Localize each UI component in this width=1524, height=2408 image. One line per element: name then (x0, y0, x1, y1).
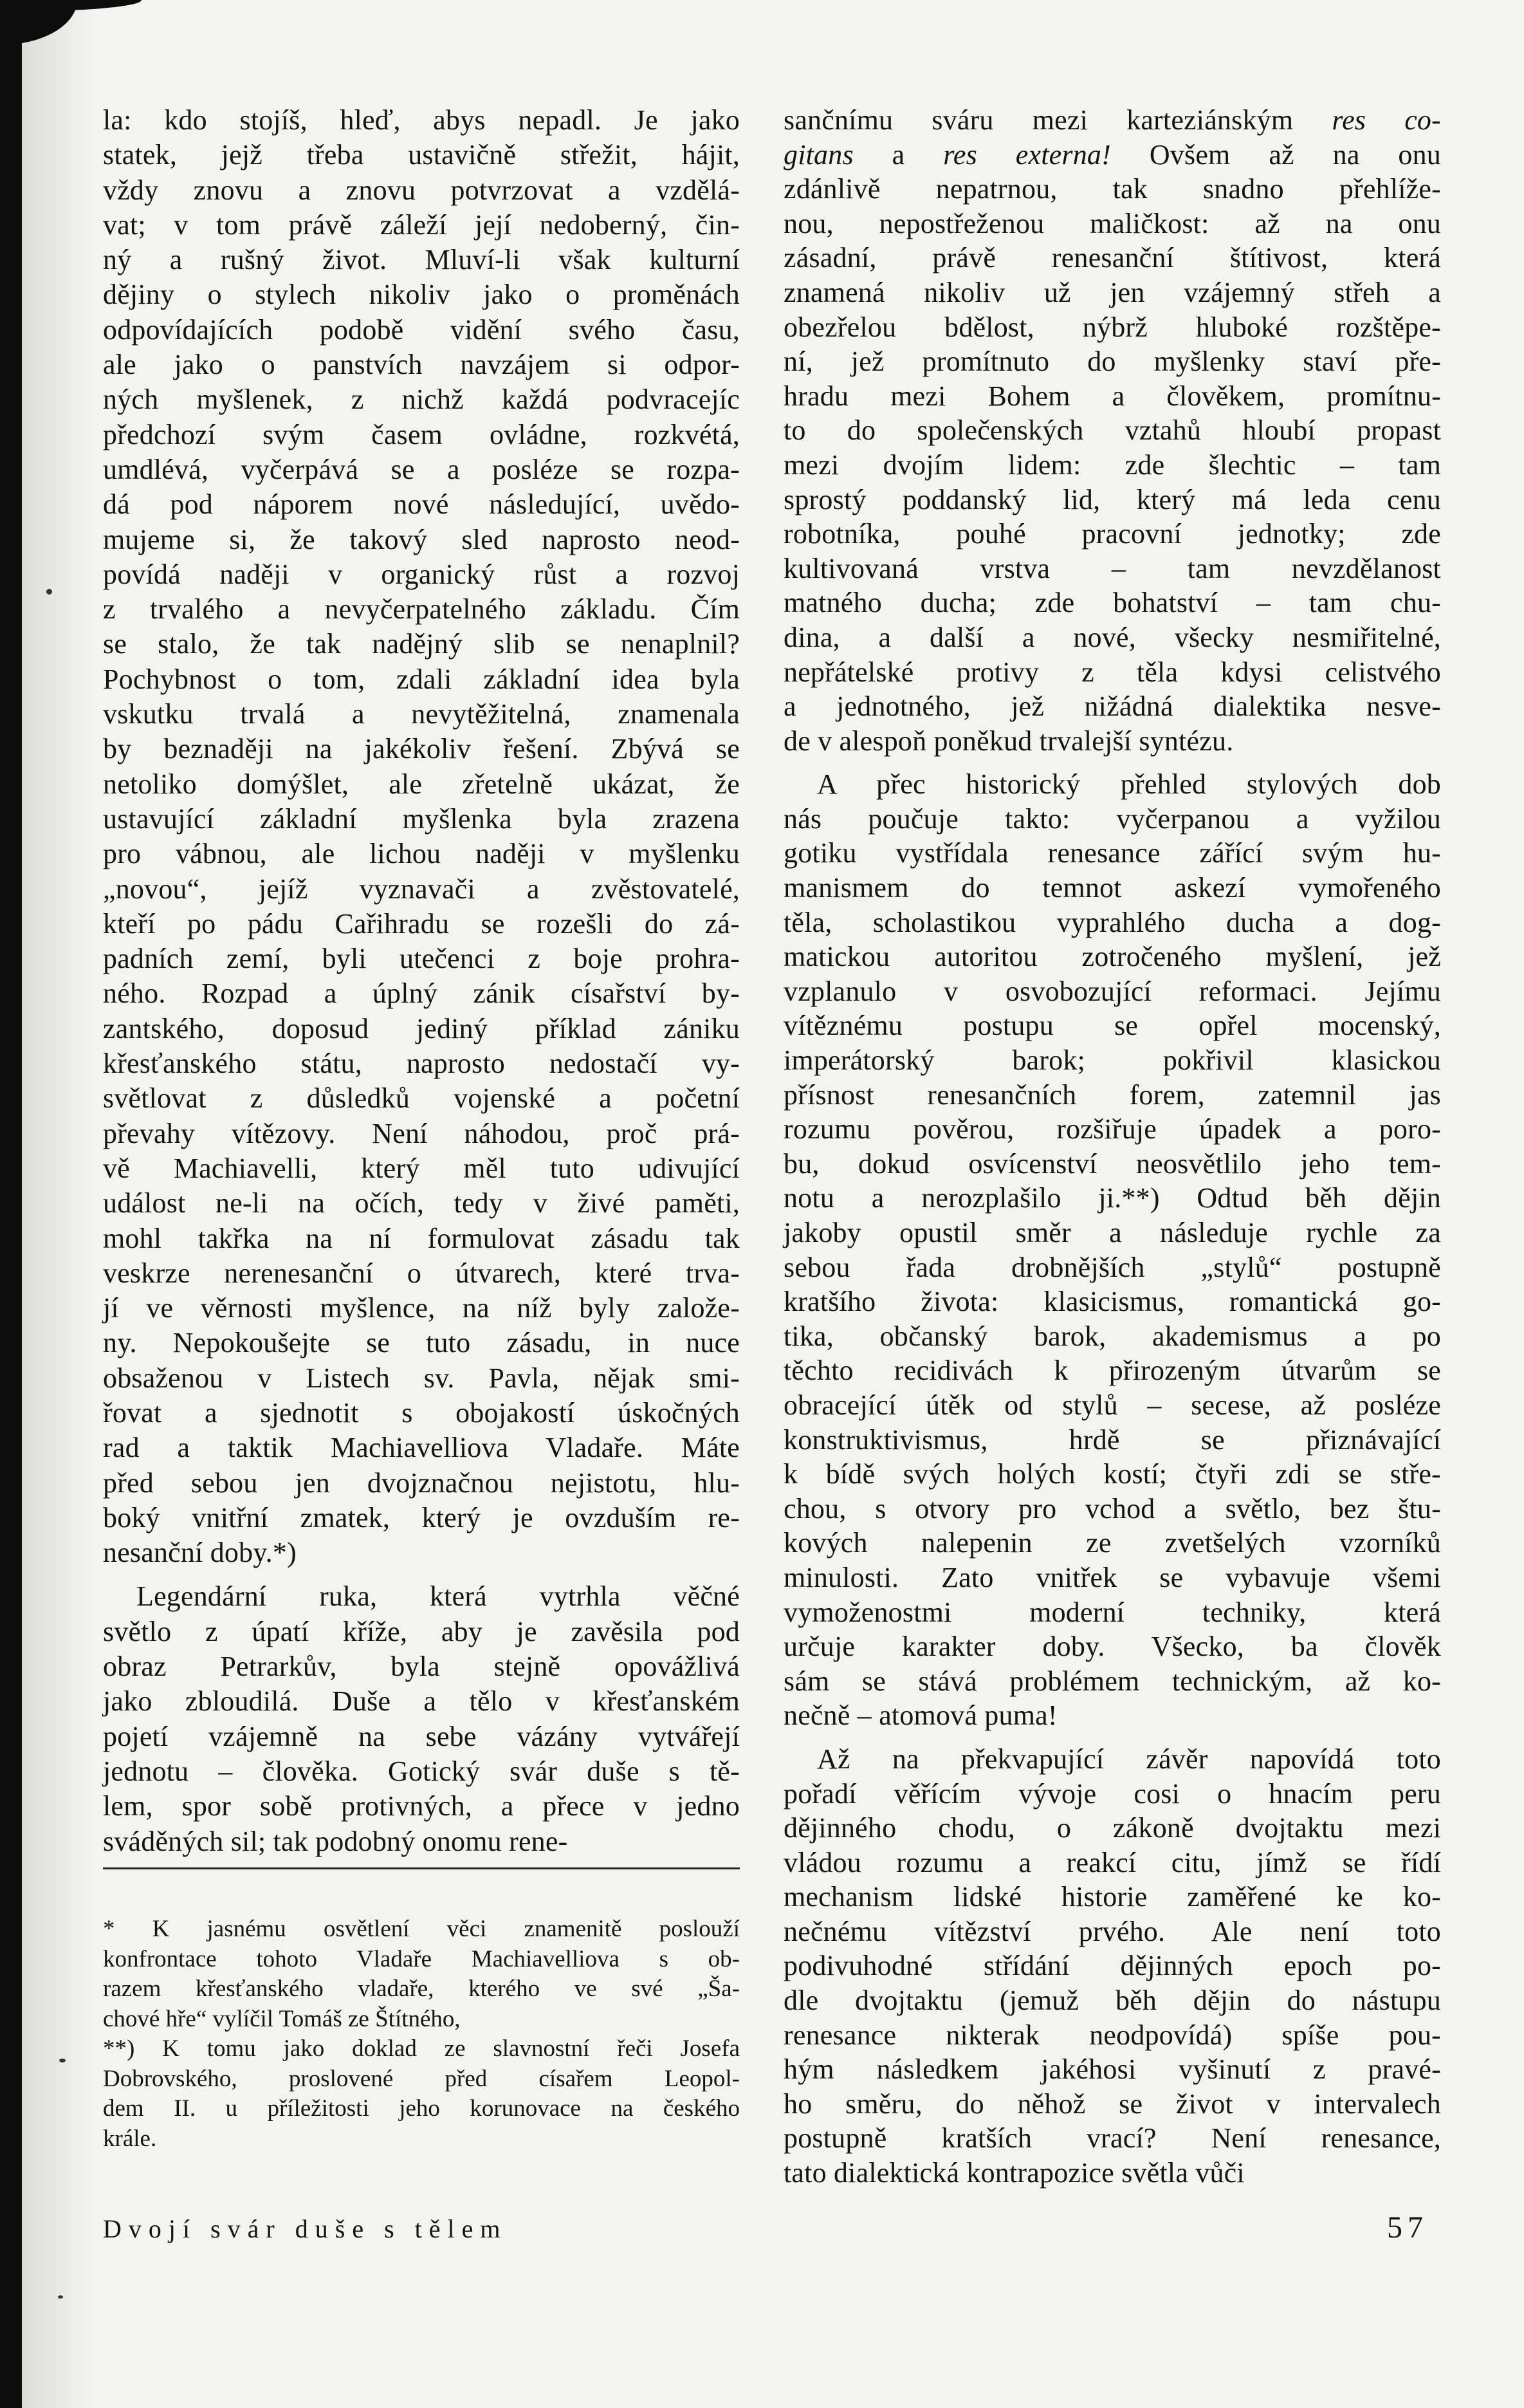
text-line: těchto recidivách k přirozeným útvarům se (784, 1355, 1441, 1387)
text-line: ný a rušný život. Mluví-li však kulturní (103, 244, 740, 276)
text-line: dějinného chodu, o zákoně dvojtaktu mezi (784, 1812, 1441, 1844)
text-line: odpovídajících podobě vidění svého času, (103, 313, 740, 346)
footnote-line: **) K tomu jako doklad ze slavnostní řeči Josefa (103, 2035, 740, 2062)
footnote-divider (103, 1867, 740, 1869)
text-line: rozumu pověrou, rozšiřuje úpadek a poro- (784, 1113, 1441, 1145)
text-line: událost ne-li na očích, tedy v živé paměti, (103, 1187, 740, 1219)
text-line: kultivovaná vrstva – tam nevzdělanost (784, 552, 1441, 584)
paragraph-gap (784, 1733, 1441, 1742)
scanner-top-edge (0, 0, 142, 12)
text-line: dle dvojtaktu (jemuž běh dějin do nástupu (784, 1985, 1441, 2017)
text-line: Legendární ruka, která vytrhla věčné (136, 1580, 740, 1613)
text-line: chou, s otvory pro vchod a světlo, bez štu- (784, 1492, 1441, 1524)
text-line: převahy vítězovy. Není náhodou, proč prá- (103, 1117, 740, 1149)
text-line: podivuhodné střídání dějinných epoch po- (784, 1950, 1441, 1982)
left-text-column (103, 103, 740, 1859)
text-line: sváděných sil; tak podobný onomu rene- (103, 1825, 568, 1857)
text-line: zdánlivě nepatrnou, tak snadno přehlíže- (784, 173, 1441, 205)
running-title: Dvojí svár duše s tělem (103, 2214, 508, 2243)
text-line: sám se stává problémem technickým, až ko- (784, 1665, 1441, 1697)
footnote-line: dem II. u příležitosti jeho korunovace na českého (103, 2095, 740, 2122)
text-line: světlo z úpatí kříže, aby je zavěsila pod (103, 1615, 740, 1647)
text-line: nás poučuje takto: vyčerpanou a vyžilou (784, 802, 1441, 835)
text-line: statek, jejž třeba ustavičně střežit, hájit, (103, 139, 740, 171)
text-line: dá pod náporem nové následující, uvědo- (103, 488, 740, 521)
text-line: vymoženostmi moderní techniky, která (784, 1596, 1441, 1628)
text-line: ustavující základní myšlenka byla zrazena (103, 802, 740, 835)
footnote-line: * K jasnému osvětlení věci znamenitě poslouží (103, 1916, 740, 1942)
text-line: nou, nepostřeženou maličkost: až na onu (784, 207, 1441, 239)
text-line: obezřelou bdělost, nýbrž hluboké rozštěpe- (784, 311, 1441, 343)
text-line: kratšího života: klasicismus, romantická go- (784, 1286, 1441, 1318)
text-line: pořadí věřícím vývoje cosi o hnacím peru (784, 1777, 1441, 1810)
text-line: netoliko domýšlet, ale zřetelně ukázat, že (103, 768, 740, 800)
text-line: jakoby opustil směr a následuje rychle za (784, 1217, 1441, 1248)
text-line: jednotu – člověka. Gotický svár duše s tě- (103, 1755, 740, 1787)
text-line: mohl takřka na ní formulovat zásadu tak (103, 1222, 740, 1254)
italic-latin-term: res co- (1332, 104, 1441, 136)
page-number: 57 (1387, 2210, 1428, 2245)
text-line: pojetí vzájemně na sebe vázány vytvářejí (103, 1720, 740, 1752)
footnote-line: razem křesťanského vladaře, kterého ve své „Ša- (103, 1976, 740, 2002)
text-line: robotníka, pouhé pracovní jednotky; zde (784, 518, 1441, 550)
text-line: manismem do temnot askezí vymořeného (784, 872, 1441, 904)
text-line: znamená nikoliv už jen vzájemný střeh a (784, 276, 1441, 308)
text-line: kových nalepenin ze zvetšelých vzorníků (784, 1527, 1441, 1559)
text-line: zásadní, právě renesanční štítivost, která (784, 242, 1441, 274)
footnote-line: krále. (103, 2125, 157, 2152)
footnote-line: chové hře“ vylíčil Tomáš ze Štítného, (103, 2005, 461, 2032)
footnotes-block (103, 1914, 740, 2154)
text-line: vat; v tom právě záleží její nedoberný, čin- (103, 208, 740, 241)
text-line: se stalo, že tak nadějný slib se nenaplnil? (103, 628, 740, 660)
text-line: pro vábnou, ale lichou naději v myšlenku (103, 838, 740, 870)
text-line: dina, a další a nové, všecky nesmiřitelné, (784, 621, 1441, 653)
text-line: řovat a sjednotit s obojakostí úskočných (103, 1396, 740, 1429)
text-line: minulosti. Zato vnitřek se vybavuje všemi (784, 1561, 1441, 1593)
text-line: obsaženou v Listech sv. Pavla, nějak smi- (103, 1362, 740, 1394)
text-line: matného ducha; zde bohatství – tam chu- (784, 587, 1441, 619)
text-line: konstruktivismus, hrdě se přiznávající (784, 1423, 1441, 1456)
text-line: ale jako o panstvích navzájem si odpor- (103, 349, 740, 381)
text-line: A přec historický přehled stylových dob (817, 768, 1441, 801)
text-line: Až na překvapující závěr napovídá toto (817, 1743, 1441, 1775)
text-line: mezi dvojím lidem: zde šlechtic – tam (784, 449, 1441, 481)
text-line: umdlévá, vyčerpává se a posléze se rozpa- (103, 453, 740, 485)
text-line: ní, jež promítnuto do myšlenky staví pře- (784, 346, 1441, 378)
footnote-line: konfrontace tohoto Vladaře Machiavelliova s ob- (103, 1945, 740, 1972)
text-line: přísnost renesančních forem, zatemnil jas (784, 1079, 1441, 1111)
text-line: dějiny o stylech nikoliv jako o proměnách (103, 279, 740, 311)
text-line: tika, občanský barok, akademismus a po (784, 1320, 1441, 1352)
text-line: nečně – atomová puma! (784, 1699, 1058, 1732)
paragraph-gap (103, 1570, 740, 1579)
text-line: vládou rozumu a reakcí citu, jímž se řídí (784, 1846, 1441, 1878)
text-line: hým následkem jakéhosi vyšinutí z pravé- (784, 2053, 1441, 2086)
scanner-edge (0, 0, 22, 2408)
text-line: mujeme si, že takový sled naprosto neod- (103, 523, 740, 555)
text-line: jako zbloudilá. Duše a tělo v křesťanském (103, 1685, 740, 1718)
text-line: vskutku trvalá a nevytěžitelná, znamenala (103, 698, 740, 730)
text-line: obraz Petrarkův, byla stejně opovážlivá (103, 1651, 740, 1683)
text-line: by beznaději na jakékoliv řešení. Zbývá se (103, 733, 740, 765)
margin-speck (46, 589, 52, 595)
paragraph-gap (784, 758, 1441, 767)
margin-speck (58, 2295, 63, 2299)
text-line: Pochybnost o tom, zdali základní idea byla (103, 663, 740, 695)
text-line: imperátorský barok; pokřivil klasickou (784, 1044, 1441, 1077)
text-line: jí ve věrnosti myšlence, na níž byly založe- (103, 1292, 740, 1324)
text-line: k bídě svých holých kostí; čtyři zdi se stře- (784, 1458, 1441, 1490)
text-line: notu a nerozplašilo ji.**) Odtud běh dějin (784, 1182, 1441, 1214)
text-line: nepřátelské protivy z těla kdysi celistvého (784, 656, 1441, 688)
margin-speck (59, 2059, 66, 2062)
text-line: ného. Rozpad a úplný zánik císařství by- (103, 977, 740, 1010)
text-line: sebou řada drobnějších „stylů“ postupně (784, 1251, 1441, 1283)
footnote-line: Dobrovského, proslovené před císařem Leopol- (103, 2065, 740, 2092)
text-line: povídá naději v organický růst a rozvoj (103, 558, 740, 590)
italic-latin-term: gitans (784, 138, 854, 171)
italic-latin-term: res externa! (943, 138, 1111, 171)
text-line: z trvalého a nevyčerpatelného základu. Čím (103, 593, 740, 625)
text-line: matickou autoritou zotročeného myšlení, jež (784, 941, 1441, 973)
text-line: „novou“, jejíž vyznavači a zvěstovatelé, (103, 873, 740, 905)
text-line: sprostý poddanský lid, který má leda cenu (784, 483, 1441, 515)
text-line: de v alespoň poněkud trvalejší syntézu. (784, 725, 1234, 757)
text-line: lem, spor sobě protivných, a přece v jedno (103, 1790, 740, 1822)
text-line: hradu mezi Bohem a člověkem, promítnu- (784, 380, 1441, 412)
text-line: zantského, doposud jediný příklad zániku (103, 1012, 740, 1044)
text-line: těla, scholastikou vyprahlého ducha a dog- (784, 906, 1441, 938)
text-line: vzplanulo v osvobozující reformaci. Jejímu (784, 975, 1441, 1007)
text-line: la: kdo stojíš, hleď, abys nepadl. Je jako (103, 104, 740, 136)
binding-shadow (22, 0, 93, 2408)
text-line: vě Machiavelli, který měl tuto udivující (103, 1152, 740, 1184)
text-line: veskrze nerenesanční o útvarech, které trva- (103, 1257, 740, 1289)
text-line: křesťanského státu, naprosto nedostačí vy- (103, 1048, 740, 1080)
text-line: boký vnitřní zmatek, který je ovzduším re- (103, 1501, 740, 1533)
text-line: to do společenských vztahů hloubí propast (784, 414, 1441, 447)
text-line: gotiku vystřídala renesance zářící svým hu- (784, 837, 1441, 869)
text-line: ny. Nepokoušejte se tuto zásadu, in nuce (103, 1327, 740, 1359)
text-line: předchozí svým časem ovládne, rozkvétá, (103, 418, 740, 450)
text-line: určuje karakter doby. Všecko, ba člověk (784, 1631, 1441, 1663)
text-line: světlovat z důsledků vojenské a početní (103, 1082, 740, 1115)
text-line: padních zemí, byli utečenci z boje prohra- (103, 943, 740, 975)
right-text-column (784, 103, 1441, 2190)
text-line: a jednotného, jež nižádná dialektika nesve- (784, 690, 1441, 723)
text-line: vždy znovu a znovu potvrzovat a vzdělá- (103, 174, 740, 206)
text-line: kteří po pádu Cařihradu se rozešli do zá- (103, 907, 740, 940)
text-line: tato dialektická kontrapozice světla vůči (784, 2157, 1245, 2189)
text-line: nečnému vítězství prvého. Ale není toto (784, 1915, 1441, 1947)
text-line: postupně kratších vrací? Není renesance, (784, 2122, 1441, 2154)
text-line: ho směru, do něhož se život v intervalech (784, 2088, 1441, 2120)
text-line: gitans a res externa! Ovšem až na onu (784, 138, 1441, 171)
text-line: před sebou jen dvojznačnou nejistotu, hlu- (103, 1467, 740, 1499)
text-line: obracející útěk od stylů – secese, až posléze (784, 1389, 1441, 1421)
text-line: vítěznému postupu se opřel mocenský, (784, 1010, 1441, 1042)
text-line: mechanism lidské historie zaměřené ke ko- (784, 1881, 1441, 1913)
text-line: ných myšlenek, z nichž každá podvracejíc (103, 384, 740, 416)
text-line: renesance nikterak neodpovídá) spíše pou- (784, 2019, 1441, 2051)
text-line: rad a taktik Machiavelliova Vladaře. Máte (103, 1432, 740, 1464)
text-line: nesanční doby.*) (103, 1537, 297, 1569)
text-line: bu, dokud osvícenství neosvětlilo jeho tem- (784, 1147, 1441, 1180)
text-line: sančnímu sváru mezi karteziánským res co- (784, 104, 1441, 136)
